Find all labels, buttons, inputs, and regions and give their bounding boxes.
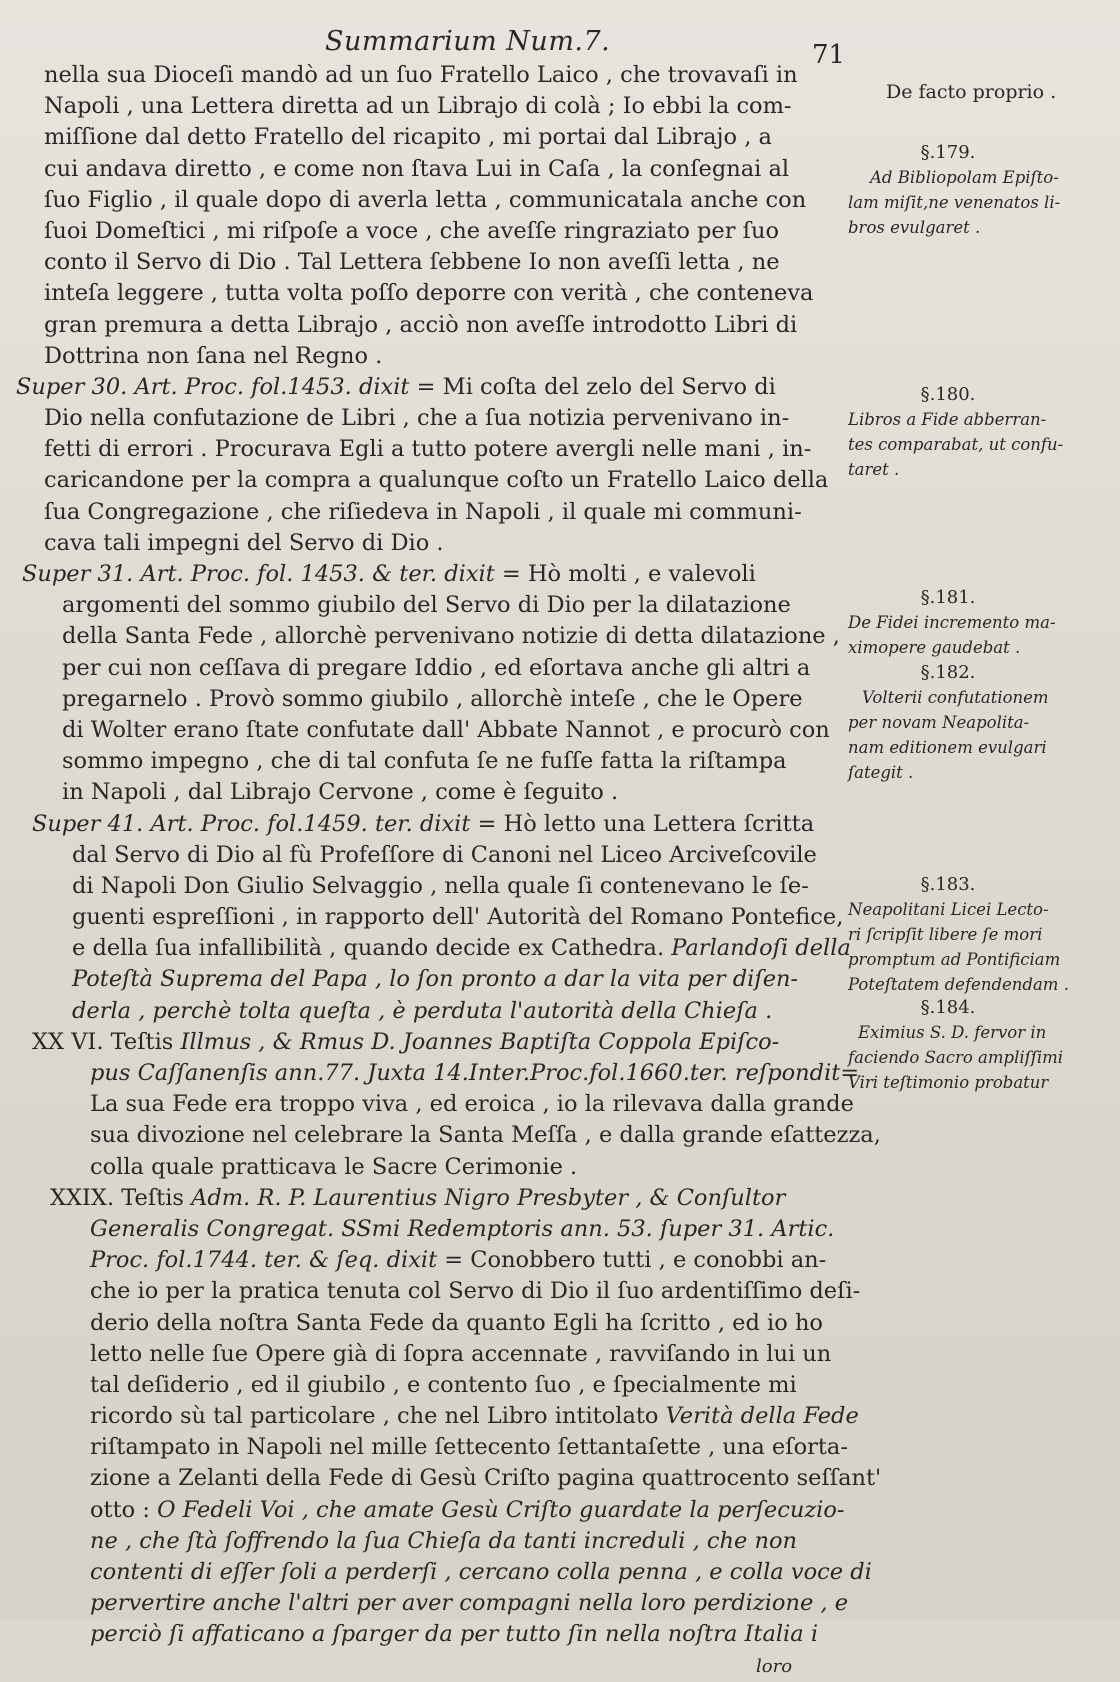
book-title: Verità della Fede (665, 1403, 859, 1430)
body-line: in Napoli , dal Librajo Cervone , come è ſeguito . (62, 779, 619, 806)
body-line: di Napoli Don Giulio Selvaggio , nella quale ſi contenevano le ſe- (72, 872, 809, 899)
margin-note-text: lam miſit,ne venenatos li- (848, 193, 1061, 212)
margin-note-183 (848, 872, 1088, 997)
section-number: §.183. (920, 874, 976, 895)
process-reference: Super 31. Art. Proc. fol. 1453. & ter. dixit (22, 561, 495, 587)
margin-note-text: faciendo Sacro ampliſſimi (848, 1048, 1064, 1067)
margin-note-text: promptum ad Pontificiam (848, 950, 1061, 969)
section-number: §.182. (920, 662, 976, 683)
body-line: caricandone per la compra a qualunque coſto un Fratello Laico della (44, 467, 829, 494)
margin-note-de-facto (848, 80, 1088, 105)
catchword: loro (756, 1655, 793, 1677)
margin-note-text: taret . (848, 460, 900, 479)
body-line: ſuoi Domeſtici , mi riſpoſe a voce , che aveſſe ringraziato per ſuo (44, 217, 780, 244)
body-line: di Wolter erano ſtate confutate dall' Abbate Nannot , e procurò con (62, 716, 830, 743)
body-line: fetti di errori . Procurava Egli a tutto potere avergli nelle mani , in- (44, 436, 812, 463)
body-line: nella sua Dioceſi mandò ad un ſuo Fratello Laico , che trovavaſi in (44, 62, 798, 88)
body-line: ſua Congregazione , che riſiedeva in Napoli , il quale mi communi- (44, 498, 802, 525)
margin-note-182 (848, 660, 1088, 785)
testimony-paragraph-41 (16, 809, 851, 840)
witness-name: Illmus , & Rmus D. Joannes Baptiſta Coppola Epiſco- (180, 1028, 780, 1055)
body-line (16, 933, 851, 964)
body-line: ſuo Figlio , il quale dopo di averla letta , communicatala anche con (44, 186, 807, 213)
witness-reference-line: pus Caſſanenſis ann.77. Juxta 14.Inter.Proc.fol.1660.ter. reſpondit= (90, 1060, 860, 1086)
quoted-line: perciò ſi affaticano a ſparger da per tutto ſin nella noſtra Italia i (90, 1621, 819, 1648)
body-line: sua divozione nel celebrare la Santa Meſſa , e dalla grande eſattezza, (90, 1122, 881, 1149)
margin-note-text: De Fidei incremento ma- (848, 613, 1056, 632)
margin-note-text: ri ſcripſit libere ſe mori (848, 925, 1043, 944)
section-number: §.184. (920, 997, 976, 1018)
witness-heading-26 (16, 1027, 851, 1058)
body-line: della Santa Fede , allorchè pervenivano notizie di detta dilatazione , (62, 623, 840, 650)
process-reference: Super 41. Art. Proc. fol.1459. ter. dixit (32, 810, 471, 837)
body-line: Napoli , una Lettera diretta ad un Librajo di colà ; Io ebbi la com- (44, 93, 792, 120)
equals-separator: = (477, 810, 497, 837)
running-title: Summarium Num.7. (325, 26, 611, 57)
body-line: che io per la pratica tenuta col Servo di Dio il ſuo ardentiſſimo deſi- (90, 1278, 861, 1305)
margin-note-text: Viri teſtimonio probatur (848, 1073, 1049, 1092)
witness-reference-line: Generalis Congregat. SSmi Redemptoris ann. 53. ſuper 31. Artic. (90, 1215, 835, 1242)
margin-note-text: per novam Neapolita- (848, 713, 1030, 732)
margin-note-text: tes comparabat, ut confu- (848, 435, 1064, 454)
body-line: Dottrina non ſana nel Regno . (44, 342, 383, 369)
margin-note-179 (848, 140, 1088, 240)
body-text: otto : (90, 1496, 150, 1523)
body-line: colla quale pratticava le Sacre Cerimonie . (90, 1153, 578, 1180)
process-reference: Super 30. Art. Proc. fol.1453. dixit (16, 373, 410, 400)
witness-label: XXIX. Teſtis (50, 1184, 184, 1211)
margin-note-text: Volterii confutationem (862, 688, 1049, 707)
margin-note-text: bros evulgaret . (848, 218, 981, 237)
body-line: zione a Zelanti della Fede di Gesù Criſto pagina quattrocento seſſant' (90, 1465, 882, 1492)
body-line: cui andava diretto , e come non ſtava Lui in Caſa , la conſegnai al (44, 155, 790, 182)
quoted-line: contenti di eſſer ſoli a perderſi , cercano colla penna , e colla voce di (90, 1559, 872, 1585)
body-text: = Conobbero tutti , e conobbi an- (444, 1247, 827, 1274)
quoted-line: derla , perchè tolta queſta , è perduta l'autorità della Chieſa . (72, 997, 773, 1024)
margin-note-text: ximopere gaudebat . (848, 638, 1021, 657)
body-line: gran premura a detta Librajo , acciò non aveſſe introdotto Libri di (44, 311, 798, 338)
body-line (16, 1401, 859, 1432)
body-text: e della ſua infallibilità , quando decide ex Cathedra. (72, 935, 665, 962)
body-line: miſſione dal detto Fratello del ricapito , mi portai dal Librajo , a (44, 124, 772, 151)
margin-note-text: Libros a Fide abberran- (848, 410, 1047, 429)
page-number: 71 (812, 40, 846, 70)
body-line: letto nelle ſue Opere già di ſopra accennate , ravviſando in lui un (90, 1340, 832, 1367)
body-line: cava tali impegni del Servo di Dio . (44, 529, 444, 556)
margin-note-text: Eximius S. D. fervor in (858, 1023, 1047, 1042)
section-number: §.180. (920, 384, 976, 405)
body-line: inteſa leggere , tutta volta poſſo deporre con verità , che conteneva (44, 280, 814, 307)
margin-note-180 (848, 382, 1088, 482)
body-line: La sua Fede era troppo viva , ed eroica , io la rilevava dalla grande (90, 1091, 854, 1118)
body-line: Dio nella confutazione de Libri , che a ſua notizia pervenivano in- (44, 405, 790, 432)
margin-note-text: ſategit . (848, 763, 914, 782)
paragraph-first-text: Hò letto una Lettera ſcritta (503, 810, 815, 837)
margin-note-184 (848, 995, 1088, 1095)
margin-note-text: De facto proprio . (886, 81, 1057, 103)
testimony-paragraph-31 (16, 559, 851, 590)
margin-note-text: nam editionem evulgari (848, 738, 1047, 757)
witness-heading-29 (16, 1183, 851, 1214)
margin-note-text: Neapolitani Licei Lecto- (848, 900, 1049, 919)
quoted-text: Parlandoſi della (671, 935, 851, 962)
body-line: tal deſiderio , ed il giubilo , e contento ſuo , e ſpecialmente mi (90, 1371, 797, 1398)
body-line: sommo impegno , che di tal confuta ſe ne fuſſe fatta la riſtampa (62, 748, 787, 775)
margin-note-text: Ad Bibliopolam Epiſto- (870, 168, 1059, 187)
quoted-text: O Fedeli Voi , che amate Gesù Criſto guardate la perſecuzio- (157, 1496, 845, 1523)
equals-separator: = (501, 561, 521, 587)
body-line: guenti espreſſioni , in rapporto dell' Autorità del Romano Pontefice, (72, 904, 844, 931)
quoted-line: Poteſtà Suprema del Papa , lo ſon pronto a dar la vita per diſen- (72, 966, 799, 993)
margin-note-text: Poteſtatem defendendam . (848, 975, 1069, 994)
body-line: per cui non ceſſava di pregare Iddio , ed eſortava anche gli altri a (62, 654, 811, 681)
process-reference: Proc. fol.1744. ter. & ſeq. dixit (90, 1247, 438, 1274)
margin-note-181 (848, 585, 1088, 660)
witness-label: XX VI. Teſtis (32, 1028, 174, 1055)
equals-separator: = (416, 373, 436, 400)
body-text: ricordo sù tal particolare , che nel Libro intitolato (90, 1403, 659, 1430)
body-line: dal Servo di Dio al fù Profeſſore di Canoni nel Liceo Arciveſcovile (72, 841, 817, 868)
body-line: derio della noſtra Santa Fede da quanto Egli ha ſcritto , ed io ho (90, 1309, 823, 1336)
quoted-line: pervertire anche l'altri per aver compagni nella loro perdizione , e (90, 1590, 849, 1617)
testimony-paragraph-30 (16, 372, 851, 403)
witness-name: Adm. R. P. Laurentius Nigro Presbyter , & Conſultor (191, 1184, 786, 1211)
body-line: pregarnelo . Provò sommo giubilo , allorchè inteſe , che le Opere (62, 685, 803, 712)
body-line: conto il Servo di Dio . Tal Lettera ſebbene Io non aveſſi letta , ne (44, 249, 780, 276)
quoted-line: ne , che ſtà ſoffrendo la ſua Chieſa da tanti increduli , che non (90, 1527, 797, 1554)
paragraph-first-text: Mi coſta del zelo del Servo di (442, 373, 776, 400)
witness-reference-line (16, 1245, 851, 1276)
body-line: riſtampato in Napoli nel mille ſettecento ſettantaſette , una eſorta- (90, 1434, 848, 1461)
section-number: §.179. (920, 142, 976, 163)
body-line: argomenti del sommo giubilo del Servo di Dio per la dilatazione (62, 592, 791, 619)
section-number: §.181. (920, 587, 976, 608)
body-line (16, 1495, 851, 1526)
paragraph-first-text: Hò molti , e valevoli (527, 561, 756, 587)
